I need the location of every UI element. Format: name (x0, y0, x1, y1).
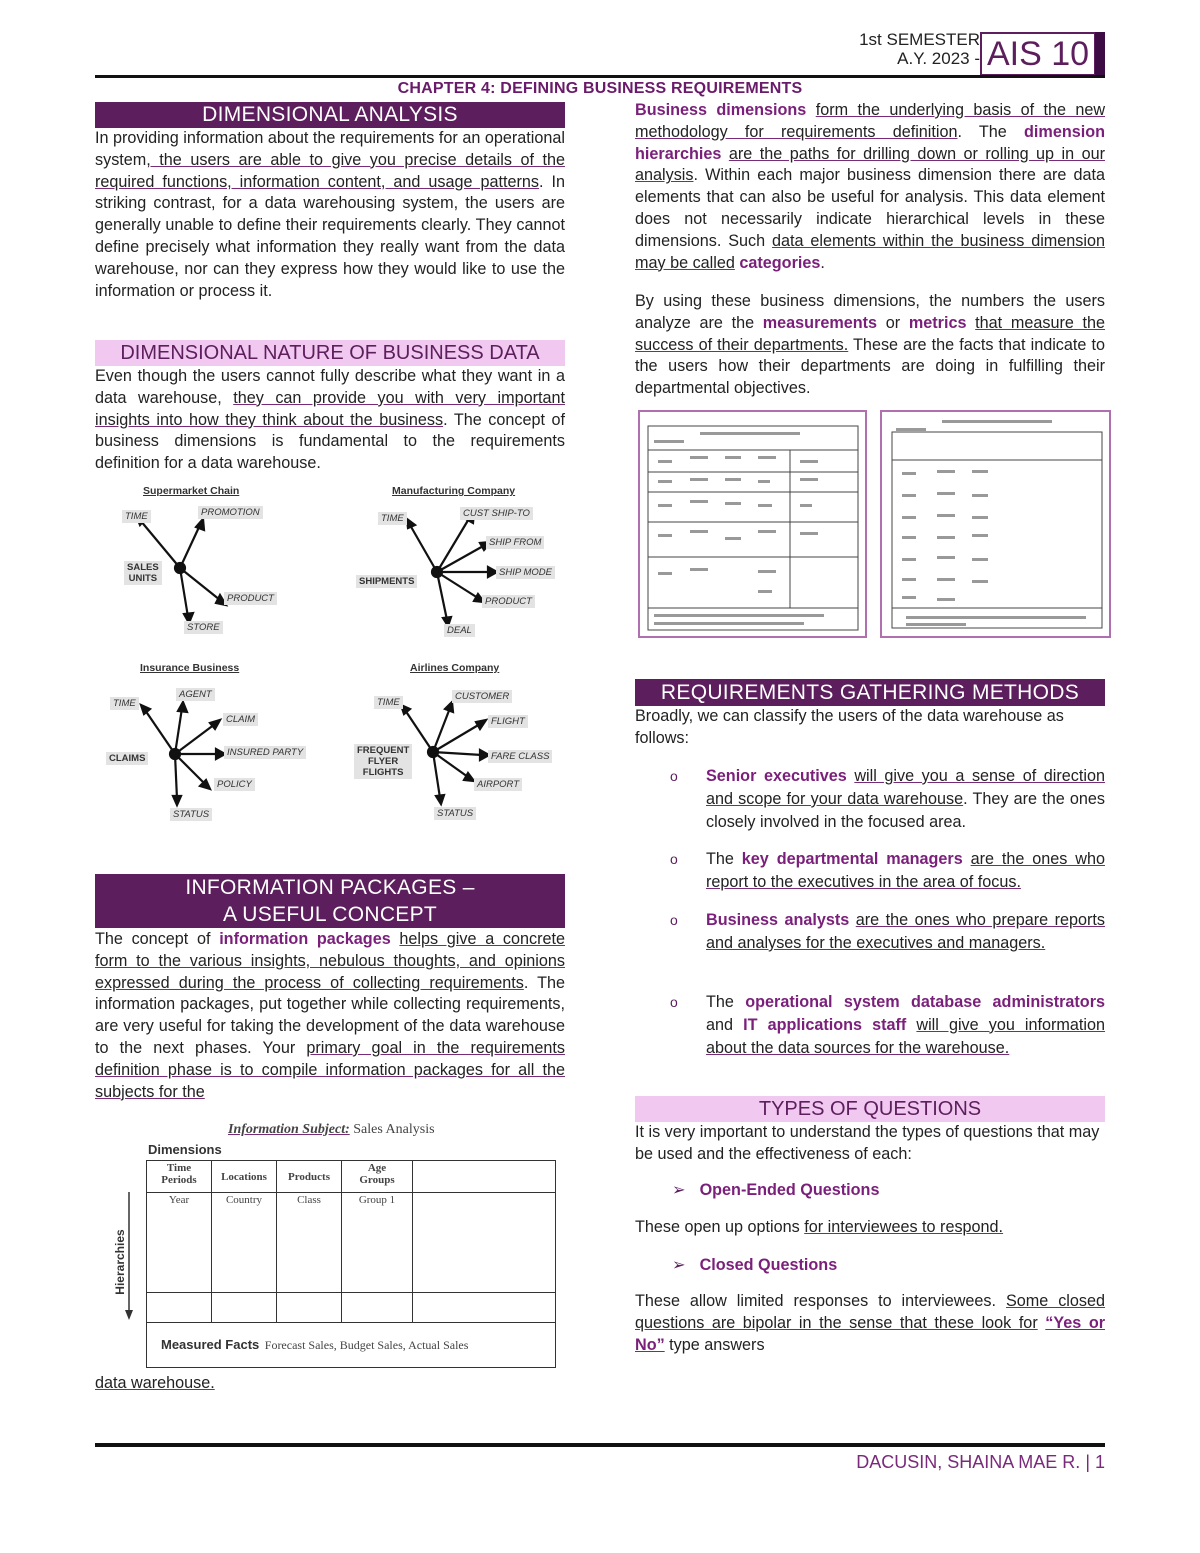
fact-label: CLAIMS (106, 752, 148, 765)
chapter-title: CHAPTER 4: DEFINING BUSINESS REQUIREMENTS (397, 80, 803, 97)
ip-dimensions-label: Dimensions (148, 1142, 222, 1157)
dimension-label: TIME (122, 510, 151, 523)
dimension-label: STORE (184, 621, 223, 634)
question-type-closed: ➢ Closed Questions (672, 1256, 838, 1274)
business-dimensions-text: Business dimensions form the underlying basis of the new methodology for requirements definition. The dimension hierarchies are the paths for drilling down or rolling up in our analysis. Within each major business dimension there are data elements that can also be useful for analysis. This data element does not necessarily indicate hierarchical levels in these dimensions. Such data elements within the business dimension may be called categories. (635, 101, 1106, 272)
fact-label: SHIPMENTS (356, 575, 417, 588)
list-item: o The operational system database administrators and IT applications staff will give you information about the data sources for the warehouse. (670, 993, 1106, 1057)
list-item: o Business analysts are the ones who prepare reports and analyses for the executives and managers. (670, 911, 1106, 952)
diagram-title: Insurance Business (140, 662, 240, 674)
information-packages-text: The concept of information packages helps give a concrete form to the various insights, nebulous thoughts, and opinions expressed during the process of collecting requirements. The information packages, put together while collecting requirements, are very useful for taking the development of the data warehouse to the next phases. Your primary goal in the requirements definition phase is to compile information packages for all the subjects for the (95, 930, 565, 1101)
dimension-label: AGENT (176, 688, 215, 701)
ip-arrow (124, 1192, 134, 1322)
figure-thumbnail-2 (880, 410, 1111, 638)
figure-thumbnail-1 (638, 410, 867, 638)
ip-subject: Information Subject: Sales Analysis (228, 1122, 435, 1137)
ip-hierarchies-label: Hierarchies (113, 1229, 127, 1295)
dimension-label: INSURED PARTY (224, 746, 306, 759)
figure-thumbnail-1-graphic (640, 412, 865, 636)
dimension-label: PRODUCT (224, 592, 277, 605)
course-code: AIS 10 (980, 32, 1096, 76)
semester-label: 1st SEMESTER A.Y. 2023 - (859, 30, 980, 68)
dimension-label: CUSTOMER (452, 690, 512, 703)
dimensional-analysis-text: In providing information about the requirements for an operational system, the users are able to give you precise details of the required functions, information content, and usage patterns. In striking contrast, for a data warehousing system, the users are generally unable to define their requirements clearly. They cannot define precisely what information they really want from the data warehouse, nor can they express how they would like to use the information or process it. (95, 129, 565, 300)
dimension-label: SHIP FROM (486, 536, 544, 549)
ip-col-header-empty (413, 1161, 556, 1193)
dimension-label: PROMOTION (198, 506, 263, 519)
figure-thumbnail-2-graphic (882, 412, 1109, 636)
dimension-label: STATUS (434, 807, 476, 820)
dimension-label: FARE CLASS (488, 750, 552, 763)
ip-cell: Class (277, 1193, 342, 1293)
dimension-label: TIME (378, 512, 407, 525)
diagram-title: Airlines Company (410, 662, 500, 674)
dimensional-nature-text: Even though the users cannot fully describe what they want in a data warehouse, they can provide you with very important insights into how they think about the business. The concept of business dimensions is fundamental to the requirements definition for a data warehouse. (95, 367, 565, 473)
dimensional-analysis-heading: DIMENSIONAL ANALYSIS (95, 102, 565, 128)
dimension-label: TIME (374, 696, 403, 709)
diagram-title: Manufacturing Company (392, 485, 516, 497)
ip-cell (413, 1193, 556, 1293)
diagram-title: Supermarket Chain (143, 485, 240, 497)
list-item: o Senior executives will give you a sense of direction and scope for your data warehouse. They are the ones closely involved in the focused area. (670, 767, 1105, 831)
header-rule (95, 75, 1105, 78)
requirements-intro: Broadly, we can classify the users of the data warehouse as follows: (635, 707, 1064, 747)
dimension-label: DEAL (444, 624, 475, 637)
fact-label: SALES UNITS (124, 561, 162, 585)
footer-rule (95, 1443, 1105, 1447)
course-accent-bar (1095, 32, 1105, 76)
dimension-label: FLIGHT (488, 715, 528, 728)
question-type-open: ➢ Open-Ended Questions (672, 1181, 880, 1199)
ip-col-header: Time Periods (147, 1161, 212, 1193)
dimension-label: CUST SHIP-TO (460, 507, 533, 520)
ip-col-header: Products (277, 1161, 342, 1193)
dimension-label: SHIP MODE (496, 566, 555, 579)
questions-intro: It is very important to understand the types of questions that may be used and the effectiveness of each: (635, 1123, 1100, 1163)
footer-author: DACUSIN, SHAINA MAE R. | 1 (856, 1452, 1105, 1472)
dimension-label: TIME (110, 697, 139, 710)
information-packages-text-end: data warehouse. (95, 1374, 215, 1392)
dimension-label: POLICY (214, 778, 255, 791)
information-packages-heading: INFORMATION PACKAGES – A USEFUL CONCEPT (95, 874, 565, 928)
measurements-text: By using these business dimensions, the numbers the users analyze are the measurements or metrics that measure the success of their departments. These are the facts that indicate to the users how their departments are doing in fulfilling their departmental objectives. (635, 292, 1106, 398)
question-closed-desc: These allow limited responses to interviewees. Some closed questions are bipolar in the sense that these look for “Yes or No” type answers (635, 1292, 1106, 1354)
ip-table (146, 1160, 556, 1368)
ip-col-header: Locations (212, 1161, 277, 1193)
types-of-questions-heading: TYPES OF QUESTIONS (635, 1096, 1105, 1122)
requirements-gathering-heading: REQUIREMENTS GATHERING METHODS (635, 679, 1105, 706)
ip-cell: Group 1 (342, 1193, 413, 1293)
ip-col-header: Age Groups (342, 1161, 413, 1193)
fact-label: FREQUENT FLYER FLIGHTS (354, 744, 412, 779)
dimension-label: CLAIM (223, 713, 258, 726)
ip-cell: Country (212, 1193, 277, 1293)
dimensional-nature-heading: DIMENSIONAL NATURE OF BUSINESS DATA (95, 340, 565, 366)
list-item: o The key departmental managers are the ones who report to the executives in the area of focus. (670, 850, 1105, 891)
dimension-label: AIRPORT (474, 778, 522, 791)
dimension-label: STATUS (170, 808, 212, 821)
dimension-label: PRODUCT (482, 595, 535, 608)
ip-facts-row: Measured Facts Forecast Sales, Budget Sales, Actual Sales (147, 1323, 556, 1368)
ip-cell: Year (147, 1193, 212, 1293)
question-open-desc: These open up options for interviewees to respond. (635, 1218, 1004, 1236)
